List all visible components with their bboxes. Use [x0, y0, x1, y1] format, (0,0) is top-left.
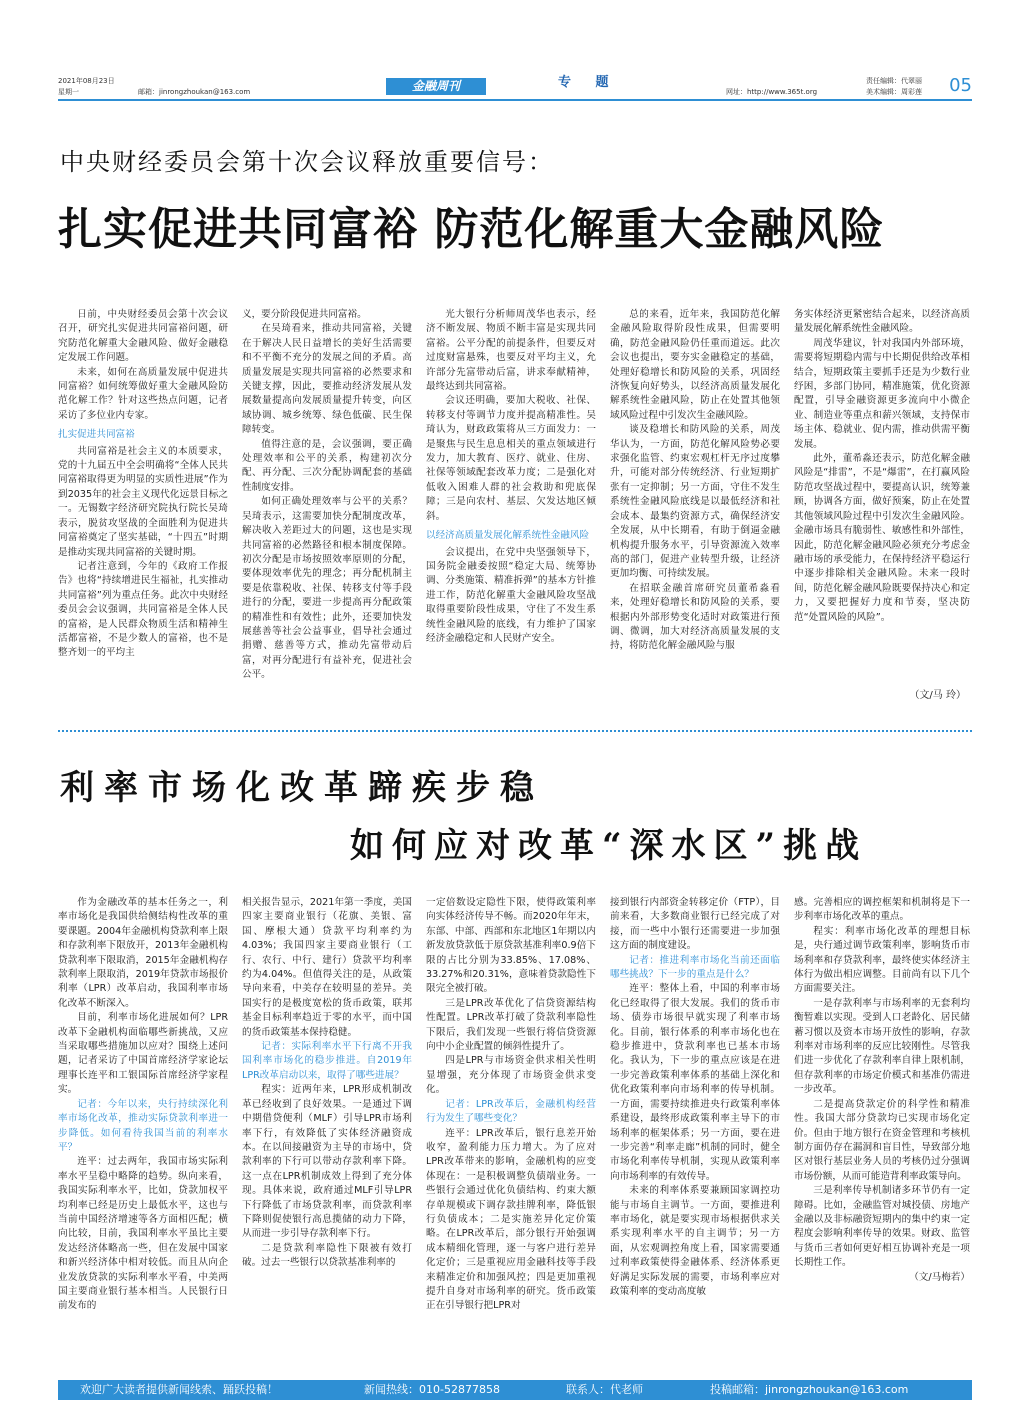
- article1-column-3: 光大银行分析师周茂华也表示，经济不断发展、物质不断丰富是实现共同富裕。公平分配的前提条件，但要反对过度财富悬殊，也要反对平均主义，允许部分先富带动后富，讲求奉献精神，最终达到共同富裕。 会议还明确，要加大税收、社保、转移支付等调节力度并提高精准性。吴琦认为，财政政策将从三方面发力：一是聚焦与民生息息相关的重点领域进行发力，加大教育、医疗、就业、住房、社保等领域配套改革力度；二是强化对低收入困难人群的社会救助和兜底保障；三是向农村、基层、欠发达地区倾斜。 以经济高质量发展化解系统性金融风险 会议提出，在党中央坚强领导下，国务院金融委按照“稳定大局、统筹协调、分类施策、精准拆弹”的基本方针推进工作，防范化解重大金融风险攻坚战取得重要阶段性成果，守住了不发生系统性金融风险的底线，有力维护了国家经济金融稳定和人民财产安全。: [426, 309, 596, 644]
- header-email: 邮箱：jinrongzhoukan@163.com: [138, 88, 251, 96]
- footer-contact: 联系人：代老师: [566, 1383, 643, 1396]
- article2-column-1: 作为金融改革的基本任务之一，利率市场化是我国供给侧结构性改革的重要课题。2004年金融机构贷款利率上限和存款利率下限放开，2013年金融机构贷款利率下限取消，2015年金融机构存款利率上限取消，2019年贷款市场报价利率（LPR）改革启动，我国利率市场化改革不断深入。 目前，利率市场化进展如何？LPR改革下金融机构面临哪些新挑战，又应当采取哪些措施加以应对？围绕上述问题，记者采访了中国首席经济学家论坛理事长连平和工银国际首席经济学家程实。 记者：今年以来，央行持续深化利率市场化改革，推动实际贷款利率进一步降低。如何看待我国当前的利率水平？ 连平：过去两年，我国市场实际利率水平呈稳中略降的趋势。纵向来看，我国实际利率水平，比如，贷款加权平均利率已经是历史上最低水平，这也与当前中国经济增速等各方面相匹配；横向比较，目前，我国利率水平虽比主要发达经济体略高一些，但在发展中国家和新兴经济体中相对较低。而且从向企业发放贷款的实际利率水平看，中美两国主要商业银行基本相当。人民银行日前发布的: [58, 896, 228, 1370]
- article1-subheading-1: 扎实促进共同富裕: [58, 429, 135, 441]
- section-divider: [58, 730, 972, 732]
- article2-title-line1: 利率市场化改革蹄疾步稳: [60, 768, 544, 808]
- answer-4: 连平：整体上看，中国的利率市场化已经取得了很大发展。我们的货币市场、债券市场很早就实现了利率市场化。目前，银行体系的利率市场化也在稳步推进中，贷款利率也已基本市场化。我认为，下一步的重点应该是在进一步完善政策利率体系的基础上深化和优化政策利率向市场利率的传导机制。一方面，需要持续推进央行政策利率体系建设，最终形成政策利率主导下的市场利率的框架体系；另一方面，要在进一步完善“利率走廊”机制的同时，健全市场化利率传导机制，实现从政策利率向市场利率的有效传导。: [610, 983, 780, 1182]
- answer-2: 程实：近两年来，LPR形成机制改革已经收到了良好效果。一是通过下调中期借贷便利（MLF）引导LPR市场利率下行，有效降低了实体经济融资成本。在以间接融资为主导的市场中，贷款利率的下行可以带动存款利率下降。这一点在LPR机制成效上得到了充分体现。具体来说，政府通过MLF引导LPR下行降低了市场贷款利率，而贷款利率下降则促使银行高息揽储的动力下降，从而进一步引导存款利率下行。: [242, 1084, 412, 1240]
- article1-supertitle: 中央财经委员会第十次会议释放重要信号：: [60, 148, 554, 176]
- answer-3: 连平：LPR改革后，银行息差开始收窄，盈利能力压力增大。为了应对LPR改革带来的影响，金融机构的应变体现在：一是积极调整负债端业务。一些银行会通过优化负债结构、约束大额存单规模或下调存款挂牌利率，降低银行负债成本；二是实施差异化定价策略。在LPR改革后，部分银行开始强调成本精细化管理，逐一与客户进行差异化定价；三是重视应用金融科技等手段来精准定价和加强风控；四是更加重视提升自身对市场利率的研究。货币政策正在引导银行把LPR对: [426, 1127, 596, 1312]
- article1-column-2: 义，要分阶段促进共同富裕。 在吴琦看来，推动共同富裕，关键在于解决人民日益增长的美好生活需要和不平衡不充分的发展之间的矛盾。高质量发展是实现共同富裕的必然要求和关键支撑，因此，要推动经济发展从发展数量提高向发展质量提升转变，向区域协调、城乡统筹、绿色低碳、民生保障转变。 值得注意的是，会议强调，要正确处理效率和公平的关系，构建初次分配、再分配、三次分配协调配套的基础性制度安排。 如何正确处理效率与公平的关系？吴琦表示，这需要加快分配制度改革，解决收入差距过大的问题，这也是实现共同富裕的必然路径和根本制度保障。初次分配是市场按照效率原则的分配，要体现效率优先的理念；再分配机制主要是依靠税收、社保、转移支付等手段进行的分配，要进一步提高再分配政策的精准性和有效性；此外，还要加快发展慈善等社会公益事业，倡导社会通过捐赠、慈善等方式，推动先富带动后富，对再分配进行有益补充，促进社会公平。: [242, 309, 412, 681]
- article1-subheading-2: 以经济高质量发展化解系统性金融风险: [426, 530, 590, 542]
- article1-column-5: 务实体经济更紧密结合起来，以经济高质量发展化解系统性金融风险。 周茂华建议，针对我国内外部环境，需要将短期稳内需与中长期促供给改革相结合，短期政策主要抓手还是为少数行业纾困，多部门协同，精准施策，优化资源配置，引导金融资源更多流向中小微企业、制造业等重点和薪兴领域，支持保市场主体、稳就业、促内需，推动供需平衡发展。 此外，董希淼还表示，防范化解金融风险是“排雷”，不是“爆雷”，在打赢风险防范攻坚战过程中，要提高认识，统筹兼顾，协调各方面，做好预案，防止在处置其他领域风险过程中引发次生金融风险。金融市场具有脆弱性、敏感性和外部性，因此，防范化解金融风险必须充分考虑金融市场的承受能力，在保持经济平稳运行中逐步排除相关金融风险。未来一段时间，防范化解金融风险既要保持决心和定力，又要把握好力度和节奏，坚决防范“处置风险的风险”。: [794, 309, 970, 623]
- article2-column-3: 一定倍数设定隐性下限，使得政策利率向实体经济传导不畅。而2020年年末，东部、中部、西部和东北地区1年期以内新发放贷款低于原贷款基准利率0.9倍下限的占比分别为33.85%、17.08%、33.27%和20.31%，意味着贷款隐性下限完全被打破。 三是LPR改革优化了信贷资源结构性配置。LPR改革打破了贷款利率隐性下限后，我们发现一些银行将信贷资源向中小企业配置的倾斜性提升了。 四是LPR与市场资金供求相关性明显增强，充分体现了市场资金供求变化。 记者：LPR改革后，金融机构经营行为发生了哪些变化？ 连平：LPR改革后，银行息差开始收窄，盈利能力压力增大。为了应对LPR改革带来的影响，金融机构的应变体现在：一是积极调整负债端业务。一些银行会通过优化负债结构、约束大额存单规模或下调存款挂牌利率，降低银行负债成本；二是实施差异化定价策略。在LPR改革后，部分银行开始强调成本精细化管理，逐一与客户进行差异化定价；三是重视应用金融科技等手段来精准定价和加强风控；四是更加重视提升自身对市场利率的研究。货币政策正在引导银行把LPR对: [426, 896, 596, 1370]
- brand-logo: 金融周刊: [386, 78, 486, 95]
- question-4: 记者：推进利率市场化当前还面临哪些挑战？下一步的重点是什么？: [610, 954, 780, 981]
- question-2: 记者：实际利率水平下行离不开我国利率市场化的稳步推进。自2019年LPR改革启动以来，取得了哪些进展？: [242, 1041, 412, 1081]
- article1-column-1: 日前，中央财经委员会第十次会议召开，研究扎实促进共同富裕问题，研究防范化解重大金融风险、做好金融稳定发展工作问题。 未来，如何在高质量发展中促进共同富裕？如何统筹做好重大金融风险防范化解工作？针对这些热点问题，记者采访了多位业内专家。 扎实促进共同富裕 共同富裕是社会主义的本质要求，党的十九届五中全会明确将“全体人民共同富裕取得更为明显的实质性进展”作为到2035年的社会主义现代化远景目标之一。无锡数字经济研究院执行院长吴琦表示，脱贫攻坚战的全面胜利为促进共同富裕奠定了坚实基础，“十四五”时期是推动实现共同富裕的关键时期。 记者注意到，今年的《政府工作报告》也将“持续增进民生福祉，扎实推动共同富裕”列为重点任务。此次中央财经委员会会议强调，共同富裕是全体人民的富裕，是人民群众物质生活和精神生活都富裕，不是少数人的富裕，也不是整齐划一的平均主: [58, 309, 228, 659]
- responsible-editor: 责任编辑：代翠丽: [866, 77, 922, 85]
- footer-hotline: 新闻热线：010-52877858: [364, 1383, 500, 1396]
- question-1: 记者：今年以来，央行持续深化利率市场化改革，推动实际贷款利率进一步降低。如何看待我国当前的利率水平？: [58, 1098, 228, 1153]
- answer-1: 连平：过去两年，我国市场实际利率水平呈稳中略降的趋势。纵向来看，我国实际利率水平，比如，贷款加权平均利率已经是历史上最低水平，这也与当前中国经济增速等各方面相匹配；横向比较，目前，我国利率水平虽比主要发达经济体略高一些，但在发展中国家和新兴经济体中相对较低。而且从向企业发放贷款的实际利率水平看，中美两国主要商业银行基本相当。人民银行日前发布的: [58, 1156, 228, 1312]
- article2-byline: （文/马梅若）: [909, 1271, 970, 1283]
- article2-title-line2: 如何应对改革“深水区”挑战: [350, 826, 868, 866]
- answer-5: 程实：利率市场化改革的理想目标是，央行通过调节政策利率，影响货币市场利率和存贷款利率，最终使实体经济主体行为做出相应调整。目前尚有以下几个方面需要关注。: [794, 925, 970, 995]
- header-website: 网址：http://www.365t.org: [726, 88, 818, 96]
- footer-welcome: 欢迎广大读者提供新闻线索、踊跃投稿！: [80, 1383, 278, 1396]
- issue-weekday: 星期一: [58, 88, 79, 96]
- section-name: 专 题: [558, 75, 619, 90]
- footer-submit-email: 投稿邮箱：jinrongzhoukan@163.com: [710, 1383, 909, 1396]
- page-header: [58, 76, 972, 98]
- question-3: 记者：LPR改革后，金融机构经营行为发生了哪些变化？: [426, 1098, 596, 1125]
- article2-column-5: 感。完善相应的调控框架和机制将是下一步利率市场化改革的重点。 程实：利率市场化改革的理想目标是，央行通过调节政策利率，影响货币市场利率和存贷款利率，最终使实体经济主体行为做出相应调整。目前尚有以下几个方面需要关注。 一是存款利率与市场利率的无套利均衡暂难以实现。受到人口老龄化、居民储蓄习惯以及资本市场开放性的影响，存款利率对市场利率的反应比较刚性。尽管我们进一步优化了存款利率自律上限机制，但存款利率的市场定价模式和基准仍需进一步改革。 二是提高贷款定价的科学性和精准性。我国大部分贷款均已实现市场化定价。但由于地方银行在资金管理和考核机制方面仍存在漏洞和盲目性，导致部分地区对银行基层业务人员的考核仍过分强调市场份额，从而可能造背利率政策导向。 三是利率传导机制诸多环节仍有一定障碍。比如，金融监管对城投债、房地产金融以及非标融资短期内的集中约束一定程度会影响利率传导的效果。财政、监管与货币三者如何更好相互协调补充是一项长期性工作。 （文/马梅若）: [794, 896, 970, 1370]
- art-editor: 美术编辑：周彩莲: [866, 88, 922, 96]
- article1-title: 扎实促进共同富裕 防范化解重大金融风险: [58, 204, 885, 255]
- article1-byline: （文/马 玲）: [909, 690, 966, 701]
- article1-column-4: 总的来看，近年来，我国防范化解金融风险取得阶段性成果，但需要明确，防范金融风险仍任重而道远。此次会议也提出，要夯实金融稳定的基础，处理好稳增长和防风险的关系，巩固经济恢复向好势头，以经济高质量发展化解系统性金融风险，防止在处置其他领域风险过程中引发次生金融风险。 谈及稳增长和防风险的关系，周茂华认为，一方面，防范化解风险势必要求强化监管、约束宏观杠杆无序过度攀升，可能对部分传统经济、行业短期扩张有一定抑制；另一方面，守住不发生系统性金融风险底线是以最低经济和社会成本、最集约资源方式，确保经济安全发展，从中长期看，有助于倒逼金融机构提升服务水平，引导资源流入效率高的部门，促进产业转型升级，让经济更加均衡、可持续发展。 在招联金融首席研究员董希淼看来，处理好稳增长和防风险的关系，要根据内外部形势变化适时对政策进行预调、微调，加大对经济高质量发展的支持，将防范化解金融风险与服: [610, 309, 780, 652]
- article2-column-2: 相关报告显示，2021年第一季度，美国四家主要商业银行（花旗、美银、富国、摩根大通）贷款平均利率约为4.03%；我国四家主要商业银行（工行、农行、中行、建行）贷款平均利率约为4.04%。但值得关注的是，从政策导向来看，中美存在较明显的差异。美国实行的是极度宽松的货币政策，联邦基金目标利率趋近于零的水平，而中国的货币政策基本保持稳健。 记者：实际利率水平下行离不开我国利率市场化的稳步推进。自2019年LPR改革启动以来，取得了哪些进展？ 程实：近两年来，LPR形成机制改革已经收到了良好效果。一是通过下调中期借贷便利（MLF）引导LPR市场利率下行，有效降低了实体经济融资成本。在以间接融资为主导的市场中，贷款利率的下行可以带动存款利率下降。这一点在LPR机制成效上得到了充分体现。具体来说，政府通过MLF引导LPR下行降低了市场贷款利率，而贷款利率下降则促使银行高息揽储的动力下降，从而进一步引导存款利率下行。 二是贷款利率隐性下限被有效打破。过去一些银行以贷款基准利率的: [242, 897, 412, 1269]
- page-number: 05: [949, 75, 972, 96]
- header-divider: [58, 99, 972, 101]
- issue-date: 2021年08月23日: [58, 77, 115, 85]
- footer-banner: [58, 1380, 972, 1400]
- article2-column-4: 接到银行内部资金转移定价（FTP），目前来看，大多数商业银行已经完成了对接，而一些中小银行还需要进一步加强这方面的制度建设。 记者：推进利率市场化当前还面临哪些挑战？下一步的重点是什么？ 连平：整体上看，中国的利率市场化已经取得了很大发展。我们的货币市场、债券市场很早就实现了利率市场化。目前，银行体系的利率市场化也在稳步推进中，贷款利率也已基本市场化。我认为，下一步的重点应该是在进一步完善政策利率体系的基础上深化和优化政策利率向市场利率的传导机制。一方面，需要持续推进央行政策利率体系建设，最终形成政策利率主导下的市场利率的框架体系；另一方面，要在进一步完善“利率走廊”机制的同时，健全市场化利率传导机制，实现从政策利率向市场利率的有效传导。 未来的利率体系要兼顾国家调控功能与市场自主调节。一方面，要推进利率市场化，就是要实现市场根据供求关系实现利率水平的自主调节；另一方面，从宏观调控角度上看，国家需要通过利率政策使得金融体系、经济体系更好满足实际发展的需要，市场利率应对政策利率的变动高度敏: [610, 897, 780, 1297]
